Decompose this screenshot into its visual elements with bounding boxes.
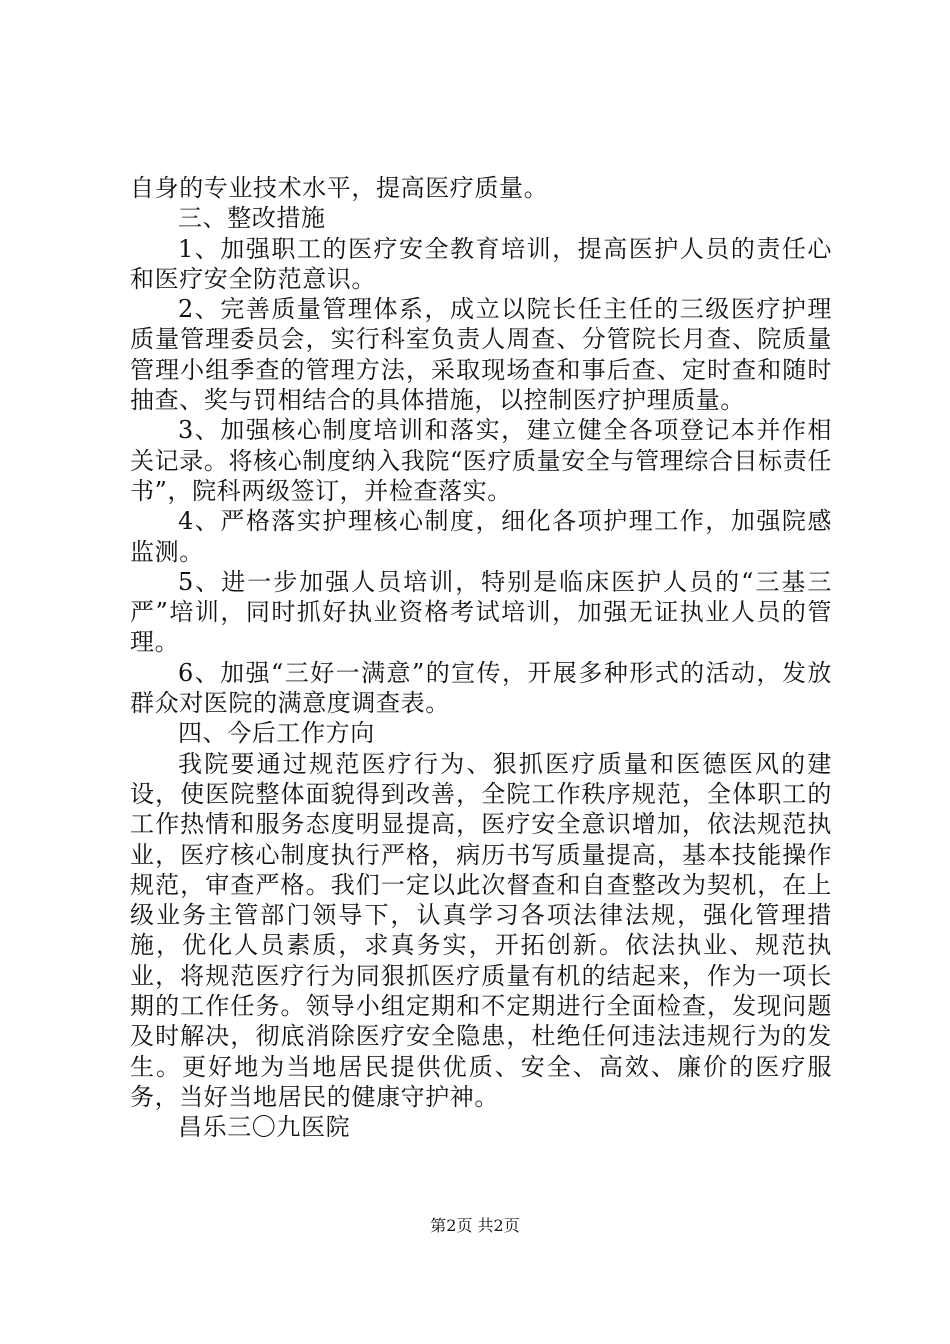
measure-item-4: 4、严格落实护理核心制度，细化各项护理工作，加强院感监测。 [130, 507, 832, 566]
section-heading-future-direction: 四、今后工作方向 [178, 719, 375, 748]
future-direction-paragraph: 我院要通过规范医疗行为、狠抓医疗质量和医德医风的建设，使医院整体面貌得到改善，全院工作秩序规范，全体职工的工作热情和服务态度明显提高，医疗安全意识增加，依法规范执业，医疗核心制度执行严格，病历书写质量提高，基本技能操作规范，审查严格。我们一定以此次督查和自查整改为契机，在上级业务主管部门领导下，认真学习各项法律法规，强化管理措施，优化人员素质，求真务实，开拓创新。依法执业、规范执业，将规范医疗行为同狠抓医疗质量有机的结起来，作为一项长期的工作任务。领导小组定期和不定期进行全面检查，发现问题及时解决，彻底消除医疗安全隐患，杜绝任何违法违规行为的发生。更好地为当地居民提供优质、安全、高效、廉价的医疗服务，当好当地居民的健康守护神。 [130, 749, 832, 1111]
measure-item-6: 6、加强“三好一满意”的宣传，开展多种形式的活动，发放群众对医院的满意度调查表。 [130, 658, 832, 718]
measure-item-2: 2、完善质量管理体系，成立以院长任主任的三级医疗护理质量管理委员会，实行科室负责人周查、分管院长月查、院质量管理小组季查的管理方法，采取现场查和事后查、定时查和随时抽查、奖与罚相结合的具体措施，以控制医疗护理质量。 [130, 295, 832, 415]
measure-item-1: 1、加强职工的医疗安全教育培训，提高医护人员的责任心和医疗安全防范意识。 [130, 234, 832, 293]
section-heading-rectification: 三、整改措施 [178, 204, 326, 233]
measure-item-5: 5、进一步加强人员培训，特别是临床医护人员的“三基三严”培训，同时抓好执业资格考试培训，加强无证执业人员的管理。 [130, 567, 832, 657]
measure-item-3: 3、加强核心制度培训和落实，建立健全各项登记本并作相关记录。将核心制度纳入我院“医疗质量安全与管理综合目标责任书”，院科两级签订，并检查落实。 [130, 416, 832, 505]
signature-organization: 昌乐三〇九医院 [178, 1113, 351, 1142]
paragraph-continuation: 自身的专业技术水平，提高医疗质量。 [130, 174, 549, 202]
document-body [130, 173, 832, 1143]
page-number-footer: 第2页 共2页 [430, 1216, 520, 1235]
